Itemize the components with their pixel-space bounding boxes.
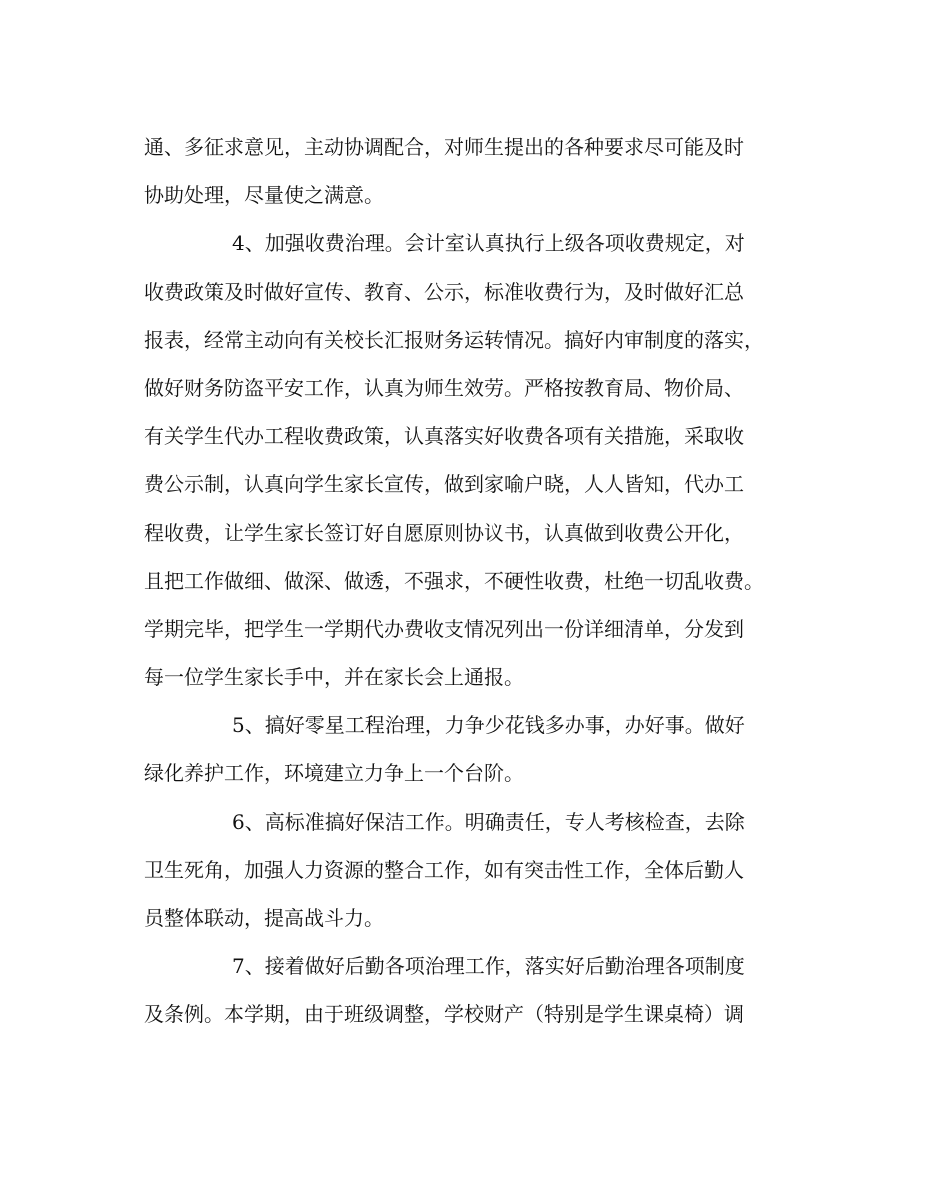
text-line: 报表，经常主动向有关校长汇报财务运转情况。搞好内审制度的落实， xyxy=(144,327,764,352)
text-line: 卫生死角，加强人力资源的整合工作，如有突击性工作，全体后勤人 xyxy=(144,857,744,882)
text-line: 程收费，让学生家长签订好自愿原则协议书，认真做到收费公开化， xyxy=(144,520,744,545)
text-line: 员整体联动，提高战斗力。 xyxy=(144,906,384,930)
text-line: 学期完毕，把学生一学期代办费收支情况列出一份详细清单，分发到 xyxy=(144,616,744,641)
text-line: 绿化养护工作，环境建立力争上一个台阶。 xyxy=(144,761,524,786)
text-line: 每一位学生家长手中，并在家长会上通报。 xyxy=(144,665,524,690)
text-line: 通、多征求意见，主动协调配合，对师生提出的各种要求尽可能及时 xyxy=(144,135,744,159)
text-line: 做好财务防盗平安工作，认真为师生效劳。严格按教育局、物价局、 xyxy=(144,375,744,400)
text-line: 有关学生代办工程收费政策，认真落实好收费各项有关措施，采取收 xyxy=(144,424,744,449)
text-line: 且把工作做细、做深、做透，不强求，不硬性收费，杜绝一切乱收费。 xyxy=(144,568,764,593)
paragraph-first-line: 4、加强收费治理。会计室认真执行上级各项收费规定，对 xyxy=(232,231,745,256)
document-body xyxy=(144,123,824,1039)
paragraph-first-line: 7、接着做好后勤各项治理工作，落实好后勤治理各项制度 xyxy=(232,954,745,979)
text-line: 协助处理，尽量使之满意。 xyxy=(144,183,384,208)
paragraph-first-line: 6、高标准搞好保洁工作。明确责任，专人考核检查，去除 xyxy=(232,809,745,834)
text-line: 及条例。本学期，由于班级调整，学校财产（特别是学生课桌椅）调 xyxy=(144,1002,744,1027)
text-line: 收费政策及时做好宣传、教育、公示，标准收费行为，及时做好汇总 xyxy=(144,279,744,304)
text-line: 费公示制，认真向学生家长宣传，做到家喻户晓，人人皆知，代办工 xyxy=(144,472,744,497)
paragraph-first-line: 5、搞好零星工程治理，力争少花钱多办事，办好事。做好 xyxy=(232,713,745,738)
